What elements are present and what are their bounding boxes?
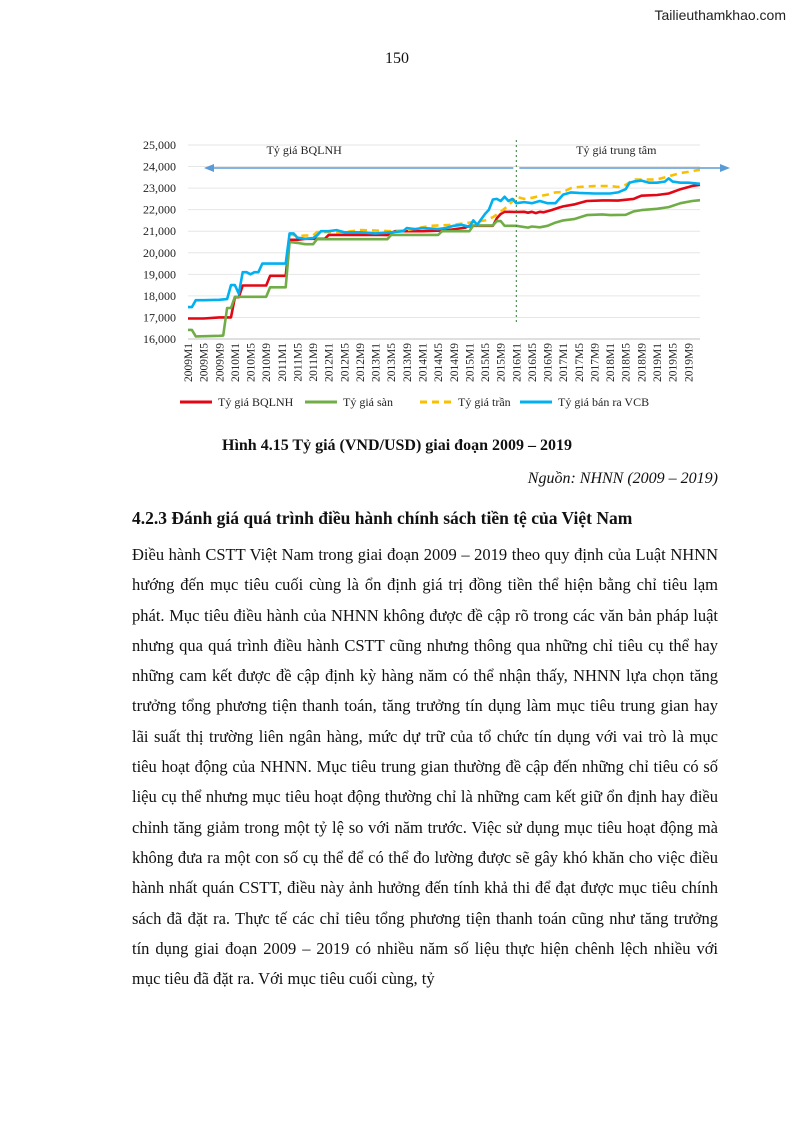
x-tick-label: 2017M1: [558, 343, 571, 382]
y-tick-label: 23,000: [143, 181, 176, 196]
x-tick-label: 2019M9: [683, 343, 696, 382]
x-tick-label: 2010M1: [229, 343, 242, 382]
body-text: [132, 540, 718, 994]
x-tick-label: 2018M1: [605, 343, 618, 382]
y-tick-label: 22,000: [143, 202, 176, 217]
x-tick-label: 2011M9: [308, 343, 321, 382]
x-tick-label: 2016M1: [511, 343, 524, 382]
y-tick-label: 17,000: [143, 310, 176, 325]
watermark: Tailieuthamkhao.com: [654, 7, 786, 23]
legend-label: Tỷ giá trần: [458, 395, 511, 409]
x-tick-label: 2019M1: [652, 343, 665, 382]
x-tick-label: 2018M5: [620, 343, 633, 382]
annotation-right-label: Tỷ giá trung tâm: [576, 143, 657, 157]
x-tick-label: 2012M9: [354, 343, 367, 382]
x-tick-label: 2010M9: [261, 343, 274, 382]
annotation-left-label: Tỷ giá BQLNH: [266, 143, 342, 157]
x-tick-label: 2012M1: [323, 343, 336, 382]
x-tick-label: 2012M5: [339, 343, 352, 382]
y-tick-label: 16,000: [143, 332, 176, 346]
x-tick-label: 2014M1: [417, 343, 430, 382]
x-tick-label: 2017M9: [589, 343, 602, 382]
y-tick-label: 18,000: [143, 288, 176, 303]
x-tick-label: 2009M1: [183, 343, 195, 382]
y-axis-ticks: [143, 138, 176, 346]
x-tick-label: 2016M9: [542, 343, 555, 382]
x-tick-label: 2018M9: [636, 342, 649, 382]
x-tick-label: 2013M5: [386, 343, 399, 382]
legend-label: Tỷ giá sàn: [343, 395, 393, 409]
series-line: [188, 178, 700, 307]
legend-label: Tỷ giá BQLNH: [218, 395, 294, 409]
x-tick-label: 2010M5: [245, 343, 258, 382]
y-tick-label: 24,000: [143, 159, 176, 174]
exchange-rate-chart: [130, 130, 740, 415]
series-line: [188, 200, 700, 336]
figure-caption: Hình 4.15 Tỷ giá (VND/USD) giai đoạn 2009 – 2019: [222, 437, 572, 454]
x-tick-label: 2015M9: [495, 343, 508, 382]
section-heading: 4.2.3 Đánh giá quá trình điều hành chính sách tiền tệ của Việt Nam: [132, 508, 633, 528]
x-tick-label: 2019M5: [667, 343, 680, 382]
x-tick-label: 2011M5: [292, 343, 305, 382]
x-tick-label: 2011M1: [276, 343, 289, 382]
y-tick-label: 19,000: [143, 267, 176, 282]
y-tick-label: 21,000: [143, 224, 176, 239]
figure-source: Nguồn: NHNN (2009 – 2019): [527, 470, 718, 487]
chart-grid: [188, 145, 700, 339]
series-line: [188, 185, 700, 319]
chart-legend: [180, 395, 649, 409]
page-number: 150: [385, 50, 409, 67]
body-paragraph: Điều hành CSTT Việt Nam trong giai đoạn 2009 – 2019 theo quy định của Luật NHNN hướng đến mục tiêu cuối cùng là ổn định giá trị đồng tiền thể hiện bằng chỉ tiêu lạm phát. Mục tiêu điều hành của NHNN không được đề cập rõ trong các văn bản pháp luật nhưng qua quá trình điều hành CSTT cũng nhưng thông qua những chỉ tiêu cụ thể hay những cam kết được đề cập định kỳ hàng năm có thể nhận thấy, NHNN lựa chọn tăng trưởng tổng phương tiện thanh toán, tăng trưởng tín dụng làm mục tiêu trung gian hay lãi suất thị trường liên ngân hàng, mức dự trữ của tổ chức tín dụng với vai trò là mục tiêu hoạt động của NHNN. Mục tiêu trung gian thường đề cập đến những chỉ tiêu có số liệu cụ thể nhưng mục tiêu hoạt động thường chỉ là những cam kết giữ ổn định hay điều chỉnh tăng giảm trong một tỷ lệ so với năm trước. Việc sử dụng mục tiêu hoạt động mà không đưa ra một con số cụ thể để có thể đo lường được sẽ gây khó khăn cho việc điều hành nhất quán CSTT, điều này ảnh hưởng đến tính khả thi để đạt được mục tiêu chính sách đã đặt ra. Thực tế các chỉ tiêu tổng phương tiện thanh toán cũng như tăng trưởng tín dụng giai đoạn 2009 – 2019 có nhiều năm số liệu thực hiện chênh lệch nhiều với mục tiêu đã đặt ra. Với mục tiêu cuối cùng, tỷ: [132, 545, 718, 989]
right-arrow-head: [720, 164, 730, 172]
x-tick-label: 2017M5: [573, 343, 586, 382]
x-tick-label: 2009M5: [198, 343, 211, 382]
x-axis-ticks: [183, 343, 695, 382]
x-tick-label: 2013M9: [401, 343, 414, 382]
x-tick-label: 2016M5: [526, 343, 539, 382]
x-tick-label: 2009M9: [214, 343, 227, 382]
legend-label: Tỷ giá bán ra VCB: [558, 395, 650, 409]
x-tick-label: 2015M1: [464, 343, 477, 382]
x-tick-label: 2014M9: [448, 343, 461, 382]
x-tick-label: 2014M5: [433, 343, 446, 382]
x-tick-label: 2015M5: [480, 343, 493, 382]
y-tick-label: 25,000: [143, 138, 176, 152]
left-arrow-head: [204, 164, 214, 172]
x-tick-label: 2013M1: [370, 343, 383, 382]
y-tick-label: 20,000: [143, 245, 176, 260]
